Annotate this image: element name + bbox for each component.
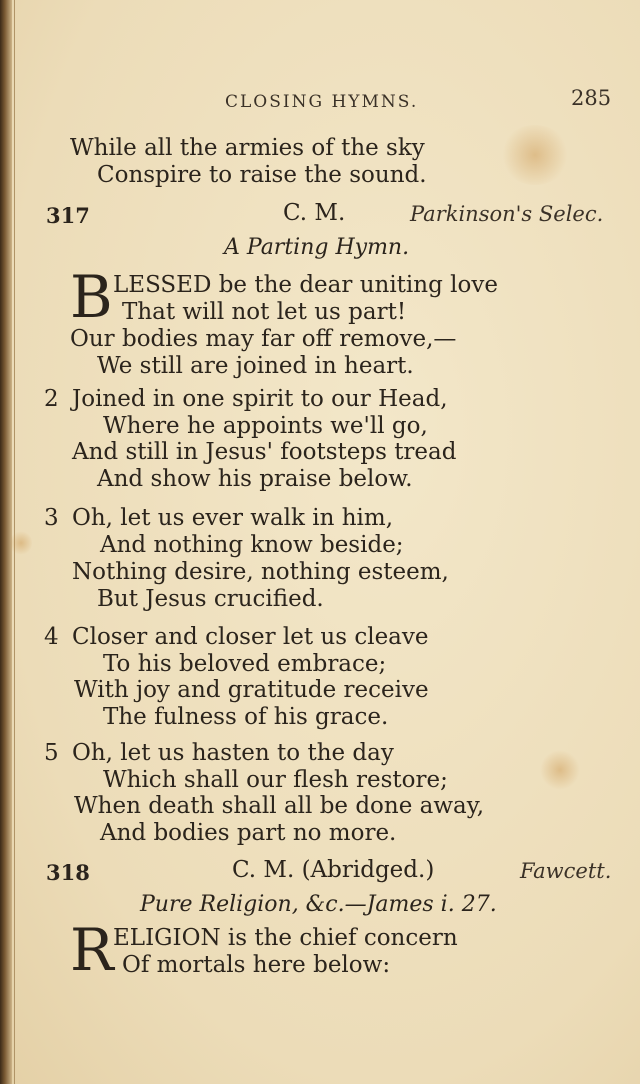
- verse-line: Closer and closer let us cleave: [72, 624, 429, 650]
- verse-line: Where he appoints we'll go,: [103, 413, 428, 439]
- verse-line: Oh, let us ever walk in him,: [72, 505, 394, 531]
- verse-line: ELIGION is the chief concern: [113, 925, 458, 951]
- stanza-number: 5: [44, 740, 59, 766]
- stanza-number: 3: [44, 505, 59, 531]
- verse-line: But Jesus crucified.: [97, 586, 324, 612]
- hymn-meter: C. M.: [283, 200, 346, 226]
- verse-line: That will not let us part!: [122, 299, 407, 325]
- verse-line: Joined in one spirit to our Head,: [72, 386, 448, 412]
- verse-line: And show his praise below.: [97, 466, 413, 492]
- verse-line: Our bodies may far off remove,—: [70, 326, 457, 352]
- verse-line: Of mortals here below:: [122, 952, 391, 978]
- verse-line: We still are joined in heart.: [97, 353, 414, 379]
- verse-line: And still in Jesus' footsteps tread: [72, 439, 457, 465]
- paper-stain: [10, 530, 32, 556]
- carryover-line: While all the armies of the sky: [70, 135, 425, 161]
- verse-line: Which shall our flesh restore;: [103, 767, 448, 793]
- running-head: CLOSING HYMNS.: [225, 92, 419, 112]
- page-number: 285: [571, 86, 612, 110]
- verse-line: And bodies part no more.: [100, 820, 397, 846]
- hymn-source: Fawcett.: [520, 859, 612, 883]
- verse-line: Oh, let us hasten to the day: [72, 740, 394, 766]
- verse-line: The fulness of his grace.: [103, 704, 389, 730]
- verse-line: To his beloved embrace;: [103, 651, 387, 677]
- hymn-title: A Parting Hymn.: [224, 235, 410, 260]
- stanza-number: 2: [44, 386, 59, 412]
- verse-line: With joy and gratitude receive: [74, 677, 429, 703]
- paper-stain: [540, 750, 580, 790]
- hymn-title: Pure Religion, &c.—James i. 27.: [140, 892, 497, 917]
- hymn-source: Parkinson's Selec.: [410, 202, 604, 226]
- paper-stain: [500, 125, 570, 185]
- hymn-number: 317: [46, 203, 90, 228]
- carryover-line: Conspire to raise the sound.: [97, 162, 427, 188]
- verse-line: When death shall all be done away,: [74, 793, 485, 819]
- hymn-number: 318: [46, 860, 90, 885]
- verse-line: Nothing desire, nothing esteem,: [72, 559, 449, 585]
- drop-cap: R: [70, 916, 114, 984]
- verse-line: And nothing know beside;: [100, 532, 404, 558]
- drop-cap: B: [70, 263, 113, 331]
- hymn-meter: C. M. (Abridged.): [232, 857, 435, 883]
- stanza-number: 4: [44, 624, 59, 650]
- verse-line: LESSED be the dear uniting love: [113, 272, 498, 298]
